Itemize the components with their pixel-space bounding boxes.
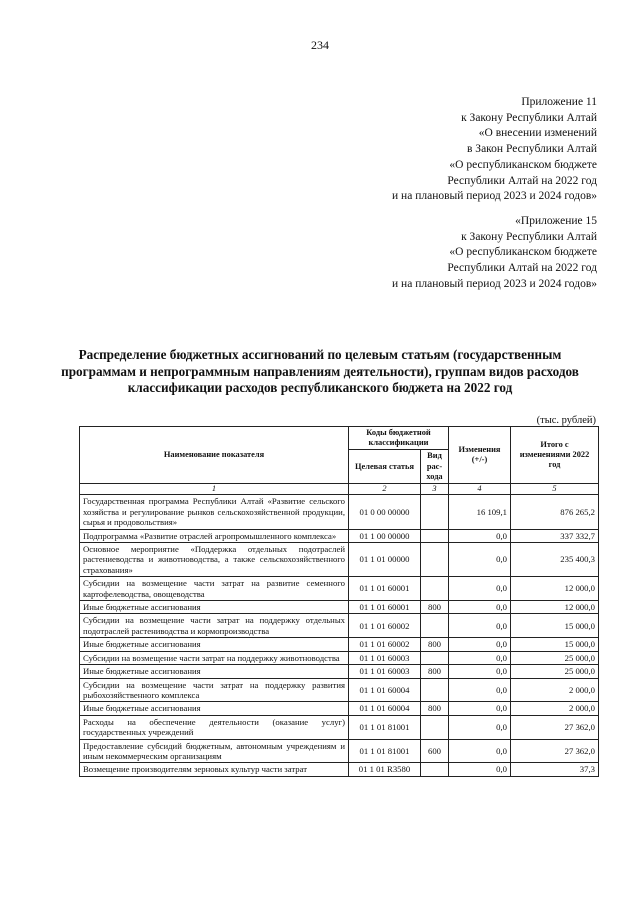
cell-expense-type <box>421 763 449 776</box>
cell-change: 0,0 <box>449 638 511 651</box>
column-number: 3 <box>421 484 449 495</box>
cell-expense-type: 600 <box>421 739 449 763</box>
table-row <box>80 702 599 715</box>
cell-total: 2 000,0 <box>511 702 599 715</box>
cell-change: 16 109,1 <box>449 495 511 529</box>
header-total: Итого с изменениями 2022 год <box>511 427 599 484</box>
appendix-line: к Закону Республики Алтай <box>461 111 597 124</box>
appendix-line: «О республиканском бюджете <box>449 246 597 259</box>
header-type: Вид рас-хода <box>421 450 449 484</box>
cell-total: 12 000,0 <box>511 601 599 614</box>
appendix-line: и на плановый период 2023 и 2024 годов» <box>392 190 597 203</box>
cell-expense-type: 800 <box>421 638 449 651</box>
units-label: (тыс. рублей) <box>536 415 596 426</box>
cell-change: 0,0 <box>449 577 511 601</box>
header-target: Целевая статья <box>349 450 421 484</box>
cell-name: Субсидии на возмещение части затрат на развитие семенного картофелеводства, овощеводства <box>80 577 349 601</box>
column-number: 5 <box>511 484 599 495</box>
cell-change: 0,0 <box>449 739 511 763</box>
table-row <box>80 715 599 739</box>
table-row <box>80 763 599 776</box>
cell-name: Иные бюджетные ассигнования <box>80 665 349 678</box>
cell-target-code: 01 1 01 81001 <box>349 715 421 739</box>
cell-expense-type <box>421 495 449 529</box>
appendix-line: «Приложение 15 <box>515 215 597 227</box>
cell-change: 0,0 <box>449 702 511 715</box>
cell-name: Государственная программа Республики Алтай «Развитие сельского хозяйства и регулирование рынков сельскохозяйственной продукции, сырья и продовольствия» <box>80 495 349 529</box>
cell-name: Основное мероприятие «Поддержка отдельных подотраслей растениеводства и животноводства, а также сельскохозяйственного страхования» <box>80 543 349 577</box>
page-number: 234 <box>311 38 329 52</box>
cell-target-code: 01 1 01 60004 <box>349 702 421 715</box>
cell-name: Субсидии на возмещение части затрат на поддержку развития рыбохозяйственного комплекса <box>80 678 349 702</box>
cell-total: 235 400,3 <box>511 543 599 577</box>
appendix-line: Приложение 11 <box>521 96 597 108</box>
cell-target-code: 01 1 01 R3580 <box>349 763 421 776</box>
table-row <box>80 638 599 651</box>
cell-change: 0,0 <box>449 665 511 678</box>
cell-expense-type <box>421 529 449 542</box>
table-row <box>80 601 599 614</box>
table-row <box>80 651 599 664</box>
document-title: Распределение бюджетных ассигнований по целевым статьям (государственным программам и непрограммным направлениям деятельности), группам видов расходов классификации расходов республиканского бюджета на 2022 год <box>61 347 579 395</box>
column-number: 2 <box>349 484 421 495</box>
cell-name: Предоставление субсидий бюджетным, автономным учреждениям и иным некоммерческим организациям <box>80 739 349 763</box>
cell-name: Субсидии на возмещение части затрат на поддержку отдельных подотраслей растениводства и кормопроизводства <box>80 614 349 638</box>
appendix-line: «О внесении изменений <box>478 127 597 140</box>
cell-change: 0,0 <box>449 763 511 776</box>
cell-total: 337 332,7 <box>511 529 599 542</box>
cell-target-code: 01 1 01 60004 <box>349 678 421 702</box>
table-row <box>80 739 599 763</box>
header-codes: Коды бюджетной классификации <box>349 427 449 450</box>
table-row <box>80 614 599 638</box>
appendix-line: Республики Алтай на 2022 год <box>447 174 597 187</box>
cell-total: 27 362,0 <box>511 739 599 763</box>
table-row <box>80 495 599 529</box>
appendix-line: «О республиканском бюджете <box>449 158 597 171</box>
cell-name: Субсидии на возмещение части затрат на поддержку животноводства <box>80 651 349 664</box>
cell-target-code: 01 1 01 60002 <box>349 614 421 638</box>
cell-total: 12 000,0 <box>511 577 599 601</box>
header-change: Изменения (+/-) <box>449 427 511 484</box>
cell-change: 0,0 <box>449 614 511 638</box>
cell-name: Иные бюджетные ассигнования <box>80 702 349 715</box>
table-row <box>80 543 599 577</box>
cell-expense-type: 800 <box>421 601 449 614</box>
table-row <box>80 529 599 542</box>
cell-change: 0,0 <box>449 601 511 614</box>
cell-name: Расходы на обеспечение деятельности (оказание услуг) государственных учреждений <box>80 715 349 739</box>
appendix-line: и на плановый период 2023 и 2024 годов» <box>392 277 597 290</box>
appendix-line: в Закон Республики Алтай <box>467 143 597 156</box>
table-row <box>80 678 599 702</box>
cell-expense-type <box>421 577 449 601</box>
cell-change: 0,0 <box>449 715 511 739</box>
cell-target-code: 01 0 00 00000 <box>349 495 421 529</box>
appendix-note-2 <box>392 214 597 293</box>
cell-expense-type <box>421 614 449 638</box>
table-row <box>80 577 599 601</box>
cell-total: 25 000,0 <box>511 651 599 664</box>
cell-expense-type <box>421 715 449 739</box>
cell-change: 0,0 <box>449 529 511 542</box>
cell-change: 0,0 <box>449 678 511 702</box>
cell-total: 15 000,0 <box>511 638 599 651</box>
cell-name: Возмещение производителям зерновых культур части затрат <box>80 763 349 776</box>
cell-target-code: 01 1 01 60001 <box>349 601 421 614</box>
cell-change: 0,0 <box>449 651 511 664</box>
cell-total: 876 265,2 <box>511 495 599 529</box>
budget-table <box>79 426 599 777</box>
column-number: 1 <box>80 484 349 495</box>
cell-target-code: 01 1 01 60002 <box>349 638 421 651</box>
column-number-row <box>80 484 599 495</box>
cell-expense-type <box>421 651 449 664</box>
cell-expense-type <box>421 543 449 577</box>
cell-total: 37,3 <box>511 763 599 776</box>
cell-expense-type: 800 <box>421 702 449 715</box>
cell-total: 15 000,0 <box>511 614 599 638</box>
cell-target-code: 01 1 01 81001 <box>349 739 421 763</box>
cell-name: Подпрограмма «Развитие отраслей агропромышленного комплекса» <box>80 529 349 542</box>
cell-target-code: 01 1 01 60003 <box>349 651 421 664</box>
cell-name: Иные бюджетные ассигнования <box>80 638 349 651</box>
cell-target-code: 01 1 00 00000 <box>349 529 421 542</box>
cell-name: Иные бюджетные ассигнования <box>80 601 349 614</box>
cell-total: 2 000,0 <box>511 678 599 702</box>
cell-change: 0,0 <box>449 543 511 577</box>
cell-total: 25 000,0 <box>511 665 599 678</box>
table-header-row <box>80 427 599 450</box>
cell-expense-type: 800 <box>421 665 449 678</box>
table-row <box>80 665 599 678</box>
cell-expense-type <box>421 678 449 702</box>
appendix-line: Республики Алтай на 2022 год <box>447 262 597 275</box>
cell-target-code: 01 1 01 00000 <box>349 543 421 577</box>
header-name: Наименование показателя <box>80 427 349 484</box>
appendix-line: к Закону Республики Алтай <box>461 230 597 243</box>
cell-target-code: 01 1 01 60001 <box>349 577 421 601</box>
appendix-note-1 <box>392 95 597 205</box>
cell-total: 27 362,0 <box>511 715 599 739</box>
cell-target-code: 01 1 01 60003 <box>349 665 421 678</box>
column-number: 4 <box>449 484 511 495</box>
